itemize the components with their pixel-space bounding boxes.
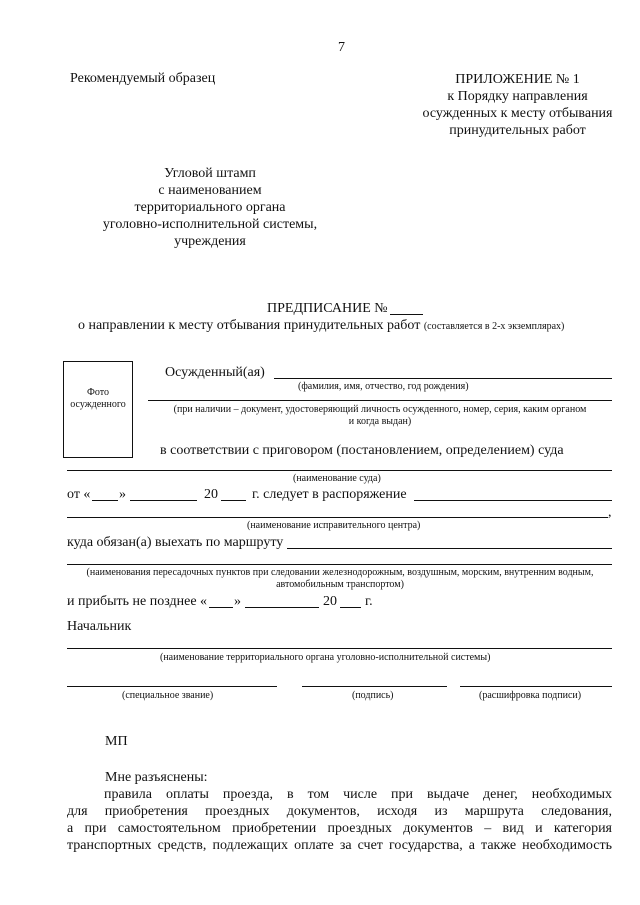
center-input-line[interactable]: [67, 517, 608, 518]
center-hint: (наименование исправительного центра): [247, 520, 421, 531]
convicted-hint: (фамилия, имя, отчество, год рождения): [298, 381, 469, 392]
org-input-line[interactable]: [67, 648, 612, 649]
photo-label: Фото: [86, 387, 109, 398]
stamp-line: учреждения: [174, 234, 246, 249]
appendix-title: ПРИЛОЖЕНИЕ № 1: [455, 72, 580, 87]
arrive-text: и прибыть не позднее «: [67, 594, 208, 609]
explained-line: для приобретения проездных документов, исходя из маршрута следования,: [67, 804, 612, 819]
arrive-year-line[interactable]: [340, 607, 361, 608]
convicted-label: Осужденный(ая): [165, 365, 265, 380]
photo-label-2: осужденного: [70, 399, 126, 410]
stamp-line: Угловой штамп: [164, 166, 256, 181]
disposal-input-line[interactable]: [414, 500, 612, 501]
explained-line: правила оплаты проезда, в том числе при выдаче денег, необходимых: [104, 787, 612, 802]
route-input-line-2[interactable]: [67, 564, 612, 565]
month-input-line[interactable]: [130, 500, 197, 501]
convicted-input-line[interactable]: [274, 378, 612, 379]
year-prefix: 20: [204, 487, 218, 502]
route-text: куда обязан(а) выехать по маршруту: [67, 535, 284, 550]
explained-line: а при самостоятельном приобретении проездных документов – вид и категория: [67, 821, 612, 836]
document-input-line[interactable]: [148, 400, 612, 401]
appendix-line: принудительных работ: [449, 123, 586, 138]
sample-label: Рекомендуемый образец: [70, 71, 216, 86]
page-number: 7: [338, 40, 345, 55]
date-from-label: от «: [67, 487, 91, 502]
arrive-month-line[interactable]: [245, 607, 319, 608]
document-hint: (при наличии – документ, удостоверяющий личность осужденного, номер, серия, каким органом и когда выдан): [173, 404, 587, 427]
document-subtitle: о направлении к месту отбывания принудительных работ (составляется в 2-х экземплярах): [78, 318, 565, 333]
decode-hint: (расшифровка подписи): [479, 690, 582, 701]
rank-input-line[interactable]: [67, 686, 277, 687]
year-input-line[interactable]: [221, 500, 246, 501]
signature-input-line[interactable]: [302, 686, 447, 687]
arrive-year-suffix: г.: [365, 594, 373, 609]
disposal-text: г. следует в распоряжение: [252, 487, 407, 502]
transfer-hint: (наименования пересадочных пунктов при следовании железнодорожным, воздушным, морским, внутренним водным, автомобильным транспортом): [86, 567, 594, 590]
sentence-text: в соответствии с приговором (постановлением, определением) суда: [160, 443, 564, 458]
court-hint: (наименование суда): [293, 473, 381, 484]
arrive-close-quote: »: [234, 594, 241, 609]
org-hint: (наименование территориального органа уголовно-исполнительной системы): [160, 652, 491, 663]
stamp-line: с наименованием: [158, 183, 262, 198]
day-input-line[interactable]: [92, 500, 118, 501]
appendix-block: [400, 71, 635, 139]
stamp-line: территориального органа: [134, 200, 286, 215]
arrive-day-line[interactable]: [209, 607, 233, 608]
appendix-line: осужденных к месту отбывания: [422, 106, 613, 121]
chief-label: Начальник: [67, 619, 132, 634]
photo-box: [63, 361, 133, 458]
explained-line: транспортных средств, подлежащих оплате за счет государства, а также необходимость: [67, 838, 612, 853]
route-input-line[interactable]: [287, 548, 612, 549]
rank-hint: (специальное звание): [122, 690, 214, 701]
seal-mark: МП: [105, 734, 128, 749]
decode-input-line[interactable]: [460, 686, 612, 687]
signature-hint: (подпись): [352, 690, 394, 701]
order-number-line[interactable]: [390, 314, 423, 315]
copies-note: (составляется в 2-х экземплярах): [423, 321, 565, 332]
comma: ,: [608, 505, 612, 520]
document-title: ПРЕДПИСАНИЕ №: [267, 301, 388, 316]
arrive-year-prefix: 20: [323, 594, 337, 609]
stamp-line: уголовно-исполнительной системы,: [102, 217, 318, 232]
appendix-line: к Порядку направления: [447, 89, 588, 104]
court-input-line[interactable]: [67, 470, 612, 471]
corner-stamp-block: [80, 165, 340, 250]
date-close-quote: »: [119, 487, 126, 502]
explained-title: Мне разъяснены:: [105, 770, 208, 785]
